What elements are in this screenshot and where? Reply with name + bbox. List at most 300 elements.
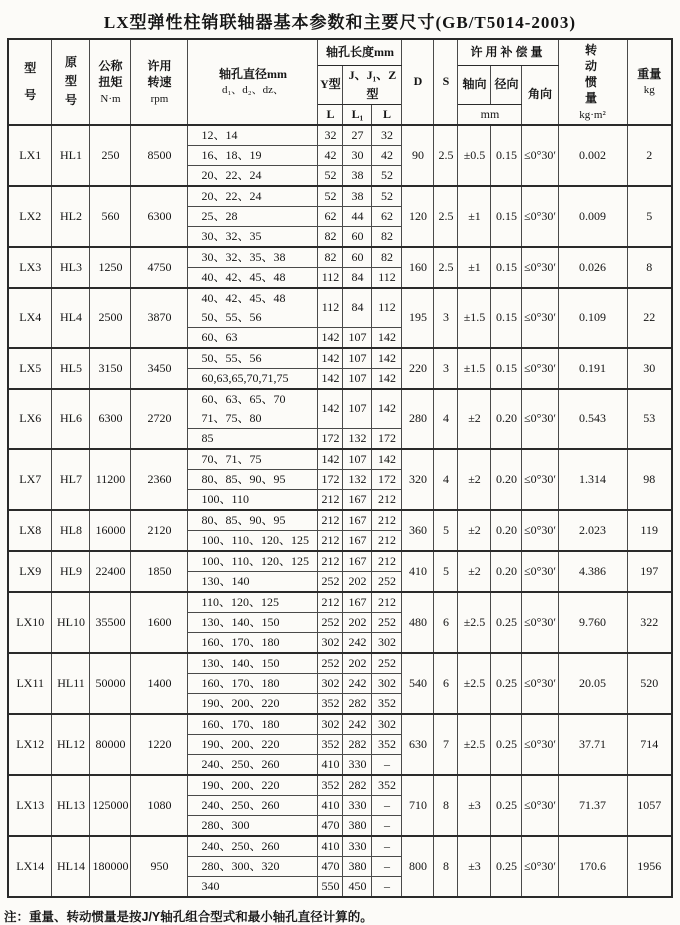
length-Y-cell: 52 — [318, 165, 343, 186]
bore-diameter-cell: 280、300、320 — [188, 856, 318, 876]
bore-diameter-cell: 240、250、260 — [188, 754, 318, 775]
length-Z-cell: 212 — [372, 510, 402, 531]
S-cell: 8 — [434, 775, 458, 836]
length-Y-cell: 470 — [318, 856, 343, 876]
col-header-model: 型号 — [8, 39, 52, 125]
length-Z-cell: – — [372, 856, 402, 876]
inertia-cell: 0.002 — [558, 125, 627, 186]
length-L1-cell: 84 — [343, 288, 372, 328]
axial-comp-cell: ±2.5 — [458, 592, 491, 653]
model-cell: LX1 — [8, 125, 52, 186]
bore-diameter-cell: 280、300 — [188, 815, 318, 836]
inertia-cell: 9.760 — [558, 592, 627, 653]
torque-cell: 80000 — [90, 714, 131, 775]
speed-unit: rpm — [150, 92, 169, 105]
bore-diameter-cell: 20、22、24 — [188, 186, 318, 207]
length-Z-cell: 142 — [372, 368, 402, 389]
length-Y-cell: 470 — [318, 815, 343, 836]
model-cell: LX8 — [8, 510, 52, 551]
D-cell: 195 — [402, 288, 434, 348]
S-cell: 6 — [434, 592, 458, 653]
length-Y-cell: 112 — [318, 267, 343, 288]
length-Z-cell: – — [372, 876, 402, 897]
speed-cell: 4750 — [131, 247, 188, 288]
col-header-L-z: L — [372, 104, 402, 125]
D-cell: 410 — [402, 551, 434, 592]
length-L1-cell: 330 — [343, 795, 372, 815]
length-Z-cell: 302 — [372, 632, 402, 653]
length-Y-cell: 410 — [318, 754, 343, 775]
orig-model-cell: HL6 — [52, 389, 90, 449]
angular-comp-cell: ≤0°30′ — [522, 348, 558, 389]
S-cell: 3 — [434, 348, 458, 389]
torque-cell: 22400 — [90, 551, 131, 592]
weight-cell: 5 — [627, 186, 672, 247]
orig-model-cell: HL3 — [52, 247, 90, 288]
length-Y-cell: 142 — [318, 389, 343, 429]
speed-cell: 3870 — [131, 288, 188, 348]
length-Y-cell: 172 — [318, 469, 343, 489]
weight-cell: 197 — [627, 551, 672, 592]
table-row — [8, 247, 672, 268]
bore-diameter-cell: 12、14 — [188, 125, 318, 146]
S-cell: 4 — [434, 389, 458, 449]
torque-cell: 6300 — [90, 389, 131, 449]
length-Z-cell: 32 — [372, 125, 402, 146]
length-L1-cell: 107 — [343, 327, 372, 348]
length-Z-cell: 172 — [372, 428, 402, 449]
length-Z-cell: 62 — [372, 206, 402, 226]
length-L1-cell: 167 — [343, 592, 372, 613]
length-Z-cell: 142 — [372, 389, 402, 429]
angular-comp-cell: ≤0°30′ — [522, 186, 558, 247]
bore-diameter-cell: 100、110 — [188, 489, 318, 510]
model-cell: LX2 — [8, 186, 52, 247]
col-header-S: S — [434, 39, 458, 125]
axial-comp-cell: ±2 — [458, 389, 491, 449]
length-L1-cell: 282 — [343, 693, 372, 714]
bore-diameter-cell: 60、63、65、70 71、75、80 — [188, 389, 318, 429]
bore-diameter-cell: 30、32、35、38 — [188, 247, 318, 268]
length-Z-cell: 302 — [372, 673, 402, 693]
length-Z-cell: 252 — [372, 612, 402, 632]
bore-diameter-cell: 85 — [188, 428, 318, 449]
col-header-D: D — [402, 39, 434, 125]
bore-diameter-cell: 130、140、150 — [188, 612, 318, 632]
length-Y-cell: 82 — [318, 226, 343, 247]
weight-cell: 119 — [627, 510, 672, 551]
bore-diameter-cell: 50、55、56 — [188, 348, 318, 369]
length-Y-cell: 52 — [318, 186, 343, 207]
length-L1-cell: 242 — [343, 714, 372, 735]
length-Z-cell: 212 — [372, 489, 402, 510]
length-Y-cell: 142 — [318, 368, 343, 389]
S-cell: 6 — [434, 653, 458, 714]
length-Z-cell: 252 — [372, 571, 402, 592]
orig-model-cell: HL4 — [52, 288, 90, 348]
speed-cell: 2360 — [131, 449, 188, 510]
angular-comp-cell: ≤0°30′ — [522, 714, 558, 775]
angular-comp-cell: ≤0°30′ — [522, 592, 558, 653]
bore-diameter-cell: 160、170、180 — [188, 714, 318, 735]
orig-model-cell: HL12 — [52, 714, 90, 775]
speed-cell: 1850 — [131, 551, 188, 592]
length-L1-cell: 60 — [343, 247, 372, 268]
radial-comp-cell: 0.15 — [491, 247, 522, 288]
length-Y-cell: 212 — [318, 489, 343, 510]
inertia-cell: 37.71 — [558, 714, 627, 775]
col-header-comp-unit: mm — [458, 104, 522, 125]
model-cell: LX14 — [8, 836, 52, 897]
table-row — [8, 775, 672, 796]
length-L1-cell: 167 — [343, 489, 372, 510]
S-cell: 2.5 — [434, 247, 458, 288]
length-Y-cell: 352 — [318, 693, 343, 714]
length-Y-cell: 302 — [318, 714, 343, 735]
length-L1-cell: 107 — [343, 389, 372, 429]
col-header-angular: 角向 — [522, 65, 558, 125]
length-L1-cell: 30 — [343, 145, 372, 165]
length-Y-cell: 82 — [318, 247, 343, 268]
length-L1-cell: 167 — [343, 510, 372, 531]
angular-comp-cell: ≤0°30′ — [522, 125, 558, 186]
inertia-cell: 0.009 — [558, 186, 627, 247]
S-cell: 5 — [434, 551, 458, 592]
length-Z-cell: 352 — [372, 734, 402, 754]
bore-diameter-cell: 110、120、125 — [188, 592, 318, 613]
model-cell: LX11 — [8, 653, 52, 714]
angular-comp-cell: ≤0°30′ — [522, 653, 558, 714]
bore-diameter-cell: 100、110、120、125 — [188, 530, 318, 551]
torque-cell: 50000 — [90, 653, 131, 714]
torque-cell: 180000 — [90, 836, 131, 897]
speed-cell: 950 — [131, 836, 188, 897]
length-L1-cell: 202 — [343, 612, 372, 632]
bore-diameter-cell: 130、140、150 — [188, 653, 318, 674]
length-Y-cell: 212 — [318, 530, 343, 551]
bore-diameter-cell: 80、85、90、95 — [188, 469, 318, 489]
length-L1-cell: 27 — [343, 125, 372, 146]
length-Y-cell: 212 — [318, 551, 343, 572]
radial-comp-cell: 0.15 — [491, 288, 522, 348]
speed-cell: 2720 — [131, 389, 188, 449]
length-L1-cell: 167 — [343, 551, 372, 572]
weight-cell: 30 — [627, 348, 672, 389]
length-L1-cell: 282 — [343, 734, 372, 754]
model-cell: LX7 — [8, 449, 52, 510]
axial-comp-cell: ±0.5 — [458, 125, 491, 186]
torque-cell: 250 — [90, 125, 131, 186]
length-Z-cell: 42 — [372, 145, 402, 165]
length-Y-cell: 32 — [318, 125, 343, 146]
axial-comp-cell: ±2.5 — [458, 653, 491, 714]
speed-cell: 8500 — [131, 125, 188, 186]
radial-comp-cell: 0.15 — [491, 186, 522, 247]
bore-diameter-cell: 80、85、90、95 — [188, 510, 318, 531]
orig-model-cell: HL2 — [52, 186, 90, 247]
weight-cell: 98 — [627, 449, 672, 510]
col-header-bore-length: 轴孔长度mm — [318, 39, 402, 65]
weight-cell: 1057 — [627, 775, 672, 836]
length-Y-cell: 410 — [318, 795, 343, 815]
length-Z-cell: 212 — [372, 530, 402, 551]
axial-comp-cell: ±2 — [458, 510, 491, 551]
model-cell: LX9 — [8, 551, 52, 592]
D-cell: 120 — [402, 186, 434, 247]
radial-comp-cell: 0.25 — [491, 836, 522, 897]
orig-model-cell: HL1 — [52, 125, 90, 186]
length-Z-cell: 352 — [372, 775, 402, 796]
length-L1-cell: 202 — [343, 653, 372, 674]
model-cell: LX6 — [8, 389, 52, 449]
radial-comp-cell: 0.20 — [491, 510, 522, 551]
page-title: LX型弹性柱销联轴器基本参数和主要尺寸(GB/T5014-2003) — [103, 13, 577, 32]
length-Y-cell: 352 — [318, 775, 343, 796]
bore-diameter-cell: 160、170、180 — [188, 673, 318, 693]
length-Z-cell: 212 — [372, 592, 402, 613]
weight-cell: 2 — [627, 125, 672, 186]
model-cell: LX4 — [8, 288, 52, 348]
bore-diameter-cell: 16、18、19 — [188, 145, 318, 165]
length-Y-cell: 352 — [318, 734, 343, 754]
inertia-cell: 2.023 — [558, 510, 627, 551]
length-Z-cell: 352 — [372, 693, 402, 714]
radial-comp-cell: 0.25 — [491, 592, 522, 653]
length-L1-cell: 330 — [343, 754, 372, 775]
length-Y-cell: 302 — [318, 673, 343, 693]
table-row — [8, 714, 672, 735]
bore-diameter-cell: 240、250、260 — [188, 795, 318, 815]
length-Y-cell: 212 — [318, 510, 343, 531]
bore-diameter-cell: 130、140 — [188, 571, 318, 592]
col-header-y-type: Y型 — [318, 65, 343, 104]
speed-cell: 2120 — [131, 510, 188, 551]
inertia-cell: 0.543 — [558, 389, 627, 449]
length-L1-cell: 202 — [343, 571, 372, 592]
inertia-cell: 1.314 — [558, 449, 627, 510]
speed-cell: 6300 — [131, 186, 188, 247]
orig-model-cell: HL7 — [52, 449, 90, 510]
inertia-cell: 0.026 — [558, 247, 627, 288]
torque-cell: 11200 — [90, 449, 131, 510]
bore-diameter-cell: 190、200、220 — [188, 734, 318, 754]
D-cell: 160 — [402, 247, 434, 288]
length-Y-cell: 302 — [318, 632, 343, 653]
length-Z-cell: 142 — [372, 449, 402, 470]
inertia-cell: 20.05 — [558, 653, 627, 714]
angular-comp-cell: ≤0°30′ — [522, 551, 558, 592]
col-header-bore-diameter: 轴孔直径mm d₁、d₂、dz、 — [188, 39, 318, 125]
model-cell: LX3 — [8, 247, 52, 288]
model-cell: LX12 — [8, 714, 52, 775]
bore-diameter-cell: 190、200、220 — [188, 693, 318, 714]
col-header-axial: 轴向 — [458, 65, 491, 104]
bore-diameter-cell: 25、28 — [188, 206, 318, 226]
S-cell: 2.5 — [434, 186, 458, 247]
angular-comp-cell: ≤0°30′ — [522, 247, 558, 288]
model-cell: LX13 — [8, 775, 52, 836]
weight-cell: 8 — [627, 247, 672, 288]
length-Y-cell: 142 — [318, 449, 343, 470]
length-Y-cell: 62 — [318, 206, 343, 226]
table-row — [8, 288, 672, 328]
D-cell: 220 — [402, 348, 434, 389]
inertia-cell: 71.37 — [558, 775, 627, 836]
axial-comp-cell: ±1.5 — [458, 348, 491, 389]
inertia-unit: kg·m² — [579, 108, 606, 121]
length-Y-cell: 252 — [318, 653, 343, 674]
weight-cell: 520 — [627, 653, 672, 714]
length-L1-cell: 60 — [343, 226, 372, 247]
axial-comp-cell: ±2 — [458, 449, 491, 510]
bore-diameter-cell: 60、63 — [188, 327, 318, 348]
length-L1-cell: 380 — [343, 856, 372, 876]
col-header-inertia: 转动惯量 kg·m² — [558, 39, 627, 125]
D-cell: 540 — [402, 653, 434, 714]
length-Z-cell: 252 — [372, 653, 402, 674]
bore-diameter-cell: 190、200、220 — [188, 775, 318, 796]
length-Z-cell: 52 — [372, 165, 402, 186]
table-row — [8, 653, 672, 674]
length-Y-cell: 112 — [318, 288, 343, 328]
table-body — [8, 125, 672, 897]
length-Y-cell: 42 — [318, 145, 343, 165]
length-Z-cell: 52 — [372, 186, 402, 207]
axial-comp-cell: ±1.5 — [458, 288, 491, 348]
col-header-L1: L₁ — [343, 104, 372, 125]
length-Z-cell: – — [372, 754, 402, 775]
length-L1-cell: 132 — [343, 428, 372, 449]
orig-model-cell: HL11 — [52, 653, 90, 714]
bore-diameter-symbols: d₁、d₂、dz、 — [221, 83, 285, 96]
torque-cell: 3150 — [90, 348, 131, 389]
radial-comp-cell: 0.20 — [491, 449, 522, 510]
model-cell: LX5 — [8, 348, 52, 389]
length-Z-cell: 172 — [372, 469, 402, 489]
torque-cell: 1250 — [90, 247, 131, 288]
inertia-cell: 0.109 — [558, 288, 627, 348]
table-row — [8, 551, 672, 572]
table-row — [8, 389, 672, 429]
D-cell: 90 — [402, 125, 434, 186]
length-Z-cell: – — [372, 795, 402, 815]
orig-model-cell: HL14 — [52, 836, 90, 897]
angular-comp-cell: ≤0°30′ — [522, 836, 558, 897]
angular-comp-cell: ≤0°30′ — [522, 510, 558, 551]
torque-cell: 560 — [90, 186, 131, 247]
D-cell: 630 — [402, 714, 434, 775]
S-cell: 2.5 — [434, 125, 458, 186]
radial-comp-cell: 0.25 — [491, 653, 522, 714]
orig-model-cell: HL13 — [52, 775, 90, 836]
length-Y-cell: 410 — [318, 836, 343, 857]
bore-diameter-cell: 40、42、45、48 50、55、56 — [188, 288, 318, 328]
length-L1-cell: 44 — [343, 206, 372, 226]
radial-comp-cell: 0.20 — [491, 389, 522, 449]
col-header-jjz-type: J、J₁、Z型 — [343, 65, 402, 104]
table-row — [8, 348, 672, 369]
speed-cell: 1400 — [131, 653, 188, 714]
length-Y-cell: 212 — [318, 592, 343, 613]
bore-diameter-cell: 160、170、180 — [188, 632, 318, 653]
D-cell: 280 — [402, 389, 434, 449]
weight-cell: 22 — [627, 288, 672, 348]
length-Z-cell: 112 — [372, 267, 402, 288]
angular-comp-cell: ≤0°30′ — [522, 449, 558, 510]
orig-model-cell: HL10 — [52, 592, 90, 653]
table-row — [8, 510, 672, 531]
length-L1-cell: 107 — [343, 348, 372, 369]
length-L1-cell: 242 — [343, 632, 372, 653]
length-L1-cell: 107 — [343, 368, 372, 389]
inertia-cell: 4.386 — [558, 551, 627, 592]
table-header — [8, 39, 672, 125]
torque-cell: 2500 — [90, 288, 131, 348]
speed-cell: 1080 — [131, 775, 188, 836]
length-L1-cell: 132 — [343, 469, 372, 489]
S-cell: 3 — [434, 288, 458, 348]
orig-model-cell: HL9 — [52, 551, 90, 592]
D-cell: 800 — [402, 836, 434, 897]
radial-comp-cell: 0.25 — [491, 775, 522, 836]
radial-comp-cell: 0.15 — [491, 348, 522, 389]
length-L1-cell: 380 — [343, 815, 372, 836]
axial-comp-cell: ±1 — [458, 247, 491, 288]
length-L1-cell: 242 — [343, 673, 372, 693]
S-cell: 7 — [434, 714, 458, 775]
bore-diameter-cell: 70、71、75 — [188, 449, 318, 470]
axial-comp-cell: ±3 — [458, 775, 491, 836]
length-Z-cell: 142 — [372, 348, 402, 369]
speed-cell: 1600 — [131, 592, 188, 653]
weight-cell: 1956 — [627, 836, 672, 897]
length-L1-cell: 84 — [343, 267, 372, 288]
axial-comp-cell: ±2 — [458, 551, 491, 592]
col-header-radial: 径向 — [491, 65, 522, 104]
bore-diameter-cell: 340 — [188, 876, 318, 897]
col-header-L-y: L — [318, 104, 343, 125]
axial-comp-cell: ±1 — [458, 186, 491, 247]
weight-cell: 322 — [627, 592, 672, 653]
angular-comp-cell: ≤0°30′ — [522, 288, 558, 348]
col-header-orig-model: 原型号 — [52, 39, 90, 125]
length-Y-cell: 252 — [318, 571, 343, 592]
axial-comp-cell: ±2.5 — [458, 714, 491, 775]
bore-diameter-cell: 60,63,65,70,71,75 — [188, 368, 318, 389]
length-L1-cell: 107 — [343, 449, 372, 470]
length-Z-cell: 302 — [372, 714, 402, 735]
table-row — [8, 836, 672, 857]
length-L1-cell: 167 — [343, 530, 372, 551]
bore-diameter-cell: 40、42、45、48 — [188, 267, 318, 288]
length-Y-cell: 172 — [318, 428, 343, 449]
weight-cell: 714 — [627, 714, 672, 775]
weight-unit: kg — [643, 84, 655, 97]
radial-comp-cell: 0.15 — [491, 125, 522, 186]
col-header-speed: 许用转速 rpm — [131, 39, 188, 125]
bore-diameter-cell: 240、250、260 — [188, 836, 318, 857]
inertia-cell: 170.6 — [558, 836, 627, 897]
length-Z-cell: 142 — [372, 327, 402, 348]
S-cell: 5 — [434, 510, 458, 551]
D-cell: 480 — [402, 592, 434, 653]
length-Y-cell: 252 — [318, 612, 343, 632]
length-L1-cell: 38 — [343, 186, 372, 207]
length-Z-cell: 112 — [372, 288, 402, 328]
length-Y-cell: 142 — [318, 327, 343, 348]
length-Y-cell: 142 — [318, 348, 343, 369]
col-header-torque: 公称扭矩 N·m — [90, 39, 131, 125]
